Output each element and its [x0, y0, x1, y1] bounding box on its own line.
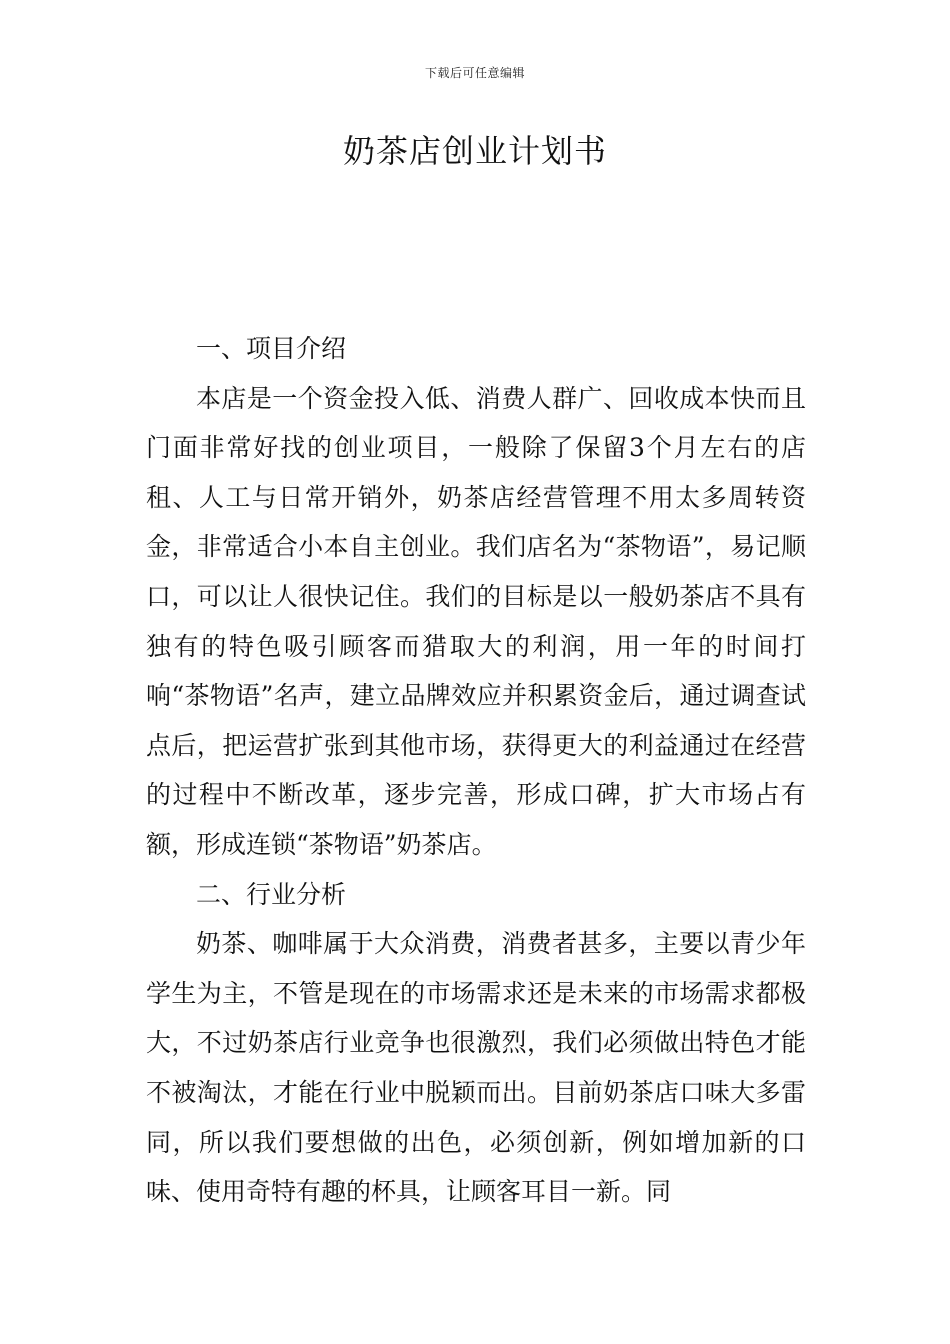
document-title: 奶茶店创业计划书 [342, 132, 607, 170]
section-heading-project-intro: 一、项目介绍 [196, 334, 347, 363]
paragraph-project-intro: 本店是一个资金投入低、消费人群广、回收成本快而且门面非常好找的创业项目，一般除了保留3个月左右的店租、人工与日常开销外，奶茶店经营管理不用太多周转资金，非常适合小本自主创业。我们店名为“茶物语”，易记顺口，可以让人很快记住。我们的目标是以一般奶茶店不具有独有的特色吸引顾客而猎取大的利润，用一年的时间打响“茶物语”名声，建立品牌效应并积累资金后，通过调查试点后，把运营扩张到其他市场，获得更大的利益通过在经营的过程中不断改革，逐步完善，形成口碑，扩大市场占有额，形成连锁“茶物语”奶茶店。 [146, 383, 806, 859]
paragraph-industry-analysis: 奶茶、咖啡属于大众消费，消费者甚多，主要以青少年学生为主，不管是现在的市场需求还是未来的市场需求都极大，不过奶茶店行业竞争也很激烈，我们必须做出特色才能不被淘汰，才能在行业中脱颖而出。目前奶茶店口味大多雷同，所以我们要想做的出色，必须创新，例如增加新的口味、使用奇特有趣的杯具，让顾客耳目一新。同 [146, 929, 806, 1207]
header-note: 下载后可任意编辑 [424, 66, 525, 80]
document-body [146, 324, 806, 1217]
section-heading-industry-analysis: 二、行业分析 [196, 879, 347, 909]
